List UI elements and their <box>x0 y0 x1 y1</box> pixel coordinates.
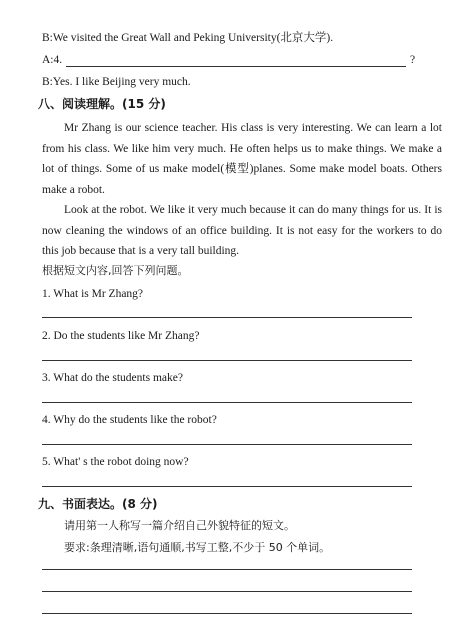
question-3: 3. What do the students make? <box>42 372 183 384</box>
question-1: 1. What is Mr Zhang? <box>42 288 144 300</box>
writing-line-3[interactable] <box>42 613 412 614</box>
question-2: 2. Do the students like Mr Zhang? <box>42 330 200 342</box>
answer-line-q3[interactable] <box>42 402 412 403</box>
dialogue-line-b2: B:Yes. I like Beijing very much. <box>42 76 191 88</box>
dialogue-line-a4-end: ? <box>410 54 416 66</box>
answer-line-q2[interactable] <box>42 360 412 361</box>
section8-instruction: 根据短文内容,回答下列问题。 <box>42 264 189 277</box>
question-5: 5. What' s the robot doing now? <box>42 456 189 468</box>
section8-title: 八、阅读理解。(15 分) <box>38 97 166 111</box>
writing-requirement: 要求:条理清晰,语句通顺,书写工整,不少于 50 个单词。 <box>64 541 331 554</box>
answer-line-q1[interactable] <box>42 317 412 318</box>
writing-line-1[interactable] <box>42 569 412 570</box>
section9-title: 九、书面表达。(8 分) <box>38 497 158 511</box>
answer-line-a4[interactable] <box>66 66 406 67</box>
answer-line-q4[interactable] <box>42 444 412 445</box>
dialogue-line-b1: B:We visited the Great Wall and Peking University(北京大学). <box>42 32 334 44</box>
dialogue-line-a4-label: A:4. <box>42 54 63 66</box>
reading-paragraph-1: Mr Zhang is our science teacher. His class is very interesting. We can learn a lot from his class. We like him very much. He often helps us to make things. We make a lot of things. Some of us make model(模型)planes. Some make model boats. Others make a robot. <box>42 122 442 196</box>
writing-line-2[interactable] <box>42 591 412 592</box>
answer-line-q5[interactable] <box>42 486 412 487</box>
writing-prompt: 请用第一人称写一篇介绍自己外貌特征的短文。 <box>64 519 295 532</box>
reading-paragraph-2: Look at the robot. We like it very much because it can do many things for us. It is now cleaning the windows of an office building. It is not easy for the workers to do this job because that is a very tall building. <box>42 204 442 257</box>
question-4: 4. Why do the students like the robot? <box>42 414 217 426</box>
